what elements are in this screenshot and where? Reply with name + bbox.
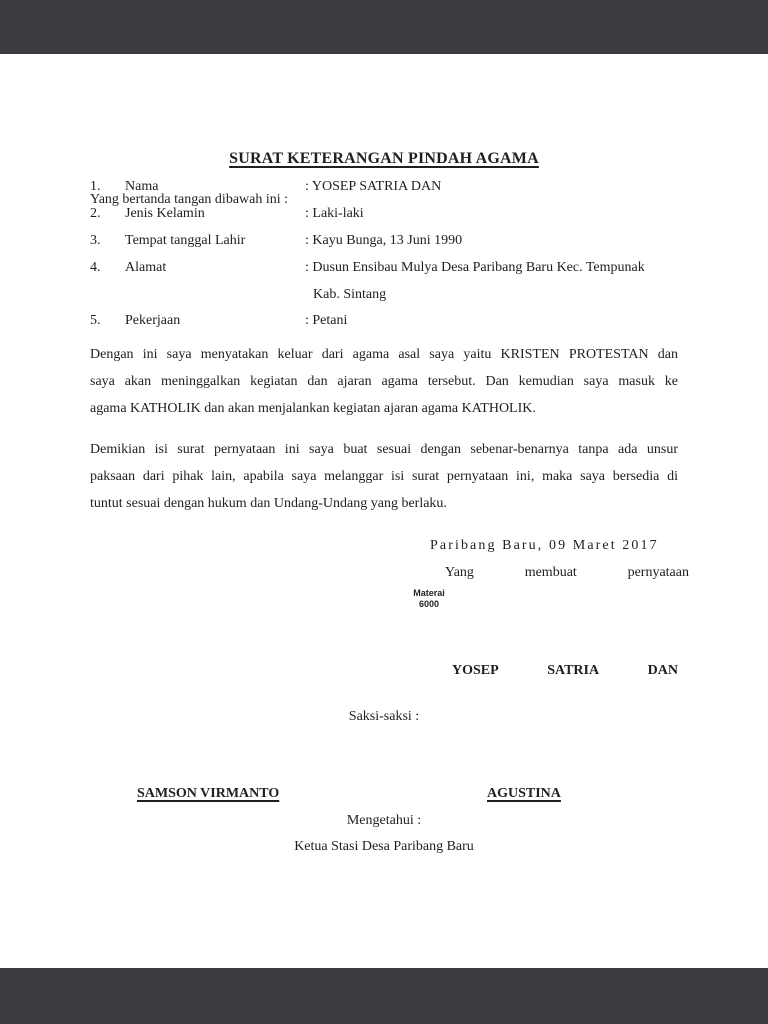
field-row-tempat-lahir bbox=[0, 231, 768, 253]
paragraph-line: agama KATHOLIK dan akan menjalankan kegiatan ajaran agama KATHOLIK. bbox=[90, 401, 536, 417]
field-label-nama: Nama bbox=[125, 179, 159, 194]
letterbox-bottom bbox=[0, 968, 768, 1024]
role-word: membuat bbox=[524, 565, 577, 580]
paragraph-declaration bbox=[90, 341, 678, 423]
signer-name-word: DAN bbox=[647, 663, 678, 678]
field-label-tempat-lahir: Tempat tanggal Lahir bbox=[125, 233, 246, 248]
signer-name-line bbox=[452, 661, 678, 681]
signer-name-word: SATRIA bbox=[547, 663, 600, 678]
field-value-tempat-lahir: : Kayu Bunga, 13 Juni 1990 bbox=[305, 233, 463, 248]
stamp-note bbox=[406, 588, 452, 610]
stamp-label: Materai bbox=[413, 588, 445, 598]
role-word: Yang bbox=[445, 565, 474, 580]
field-label-jenis-kelamin: Jenis Kelamin bbox=[125, 206, 205, 221]
field-number: 2. bbox=[90, 206, 101, 221]
field-label-pekerjaan: Pekerjaan bbox=[125, 313, 181, 328]
field-value-jenis-kelamin: : Laki-laki bbox=[305, 206, 364, 221]
paragraph-line: Demikian isi surat pernyataan ini saya buat sesuai dengan sebenar-benarnya tanpa ada unsur bbox=[90, 442, 678, 457]
acknowledge-line: Mengetahui : bbox=[346, 813, 422, 828]
field-row-alamat bbox=[0, 258, 768, 280]
witness-name-2: AGUSTINA bbox=[487, 786, 561, 801]
field-row-alamat-line2 bbox=[0, 285, 768, 307]
role-word: pernyataan bbox=[627, 565, 689, 580]
field-number: 3. bbox=[90, 233, 101, 248]
intro-line: Yang bertanda tangan dibawah ini : bbox=[90, 192, 289, 207]
field-row-jenis-kelamin bbox=[0, 204, 768, 226]
stamp-value: 6000 bbox=[418, 599, 440, 609]
document-title-row bbox=[0, 149, 768, 170]
field-value-alamat: : Dusun Ensibau Mulya Desa Paribang Baru Kec. Tempunak bbox=[305, 260, 645, 275]
field-number: 4. bbox=[90, 260, 101, 275]
letterbox-top bbox=[0, 0, 768, 54]
official-title-line: Ketua Stasi Desa Paribang Baru bbox=[294, 839, 474, 854]
field-label-alamat: Alamat bbox=[125, 260, 167, 275]
signer-role-line bbox=[445, 563, 689, 583]
field-row-nama bbox=[0, 177, 768, 199]
field-number: 5. bbox=[90, 313, 101, 328]
witness-heading: Saksi-saksi : bbox=[348, 709, 420, 724]
paragraph-line: tuntut sesuai dengan hukum dan Undang-Undang yang berlaku. bbox=[90, 496, 447, 512]
field-number: 1. bbox=[90, 179, 101, 194]
document-title: SURAT KETERANGAN PINDAH AGAMA bbox=[229, 150, 539, 167]
field-row-pekerjaan bbox=[0, 311, 768, 333]
field-value-nama: : YOSEP SATRIA DAN bbox=[305, 179, 442, 194]
paragraph-closing bbox=[90, 436, 678, 518]
field-value-alamat-line2: Kab. Sintang bbox=[313, 287, 387, 302]
paragraph-line: saya akan meninggalkan kegiatan dan ajaran agama tersebut. Dan kemudian saya masuk ke bbox=[90, 374, 678, 390]
witness-name-1: SAMSON VIRMANTO bbox=[137, 786, 280, 801]
paragraph-line: paksaan dari pihak lain, apabila saya melanggar isi surat pernyataan ini, maka saya bersedia di bbox=[90, 469, 678, 485]
document-page bbox=[0, 54, 768, 968]
place-date-line: Paribang Baru, 09 Maret 2017 bbox=[430, 538, 659, 553]
field-value-pekerjaan: : Petani bbox=[305, 313, 348, 328]
signer-name-word: YOSEP bbox=[452, 663, 499, 678]
paragraph-line: Dengan ini saya menyatakan keluar dari agama asal saya yaitu KRISTEN PROTESTAN dan bbox=[90, 347, 678, 362]
